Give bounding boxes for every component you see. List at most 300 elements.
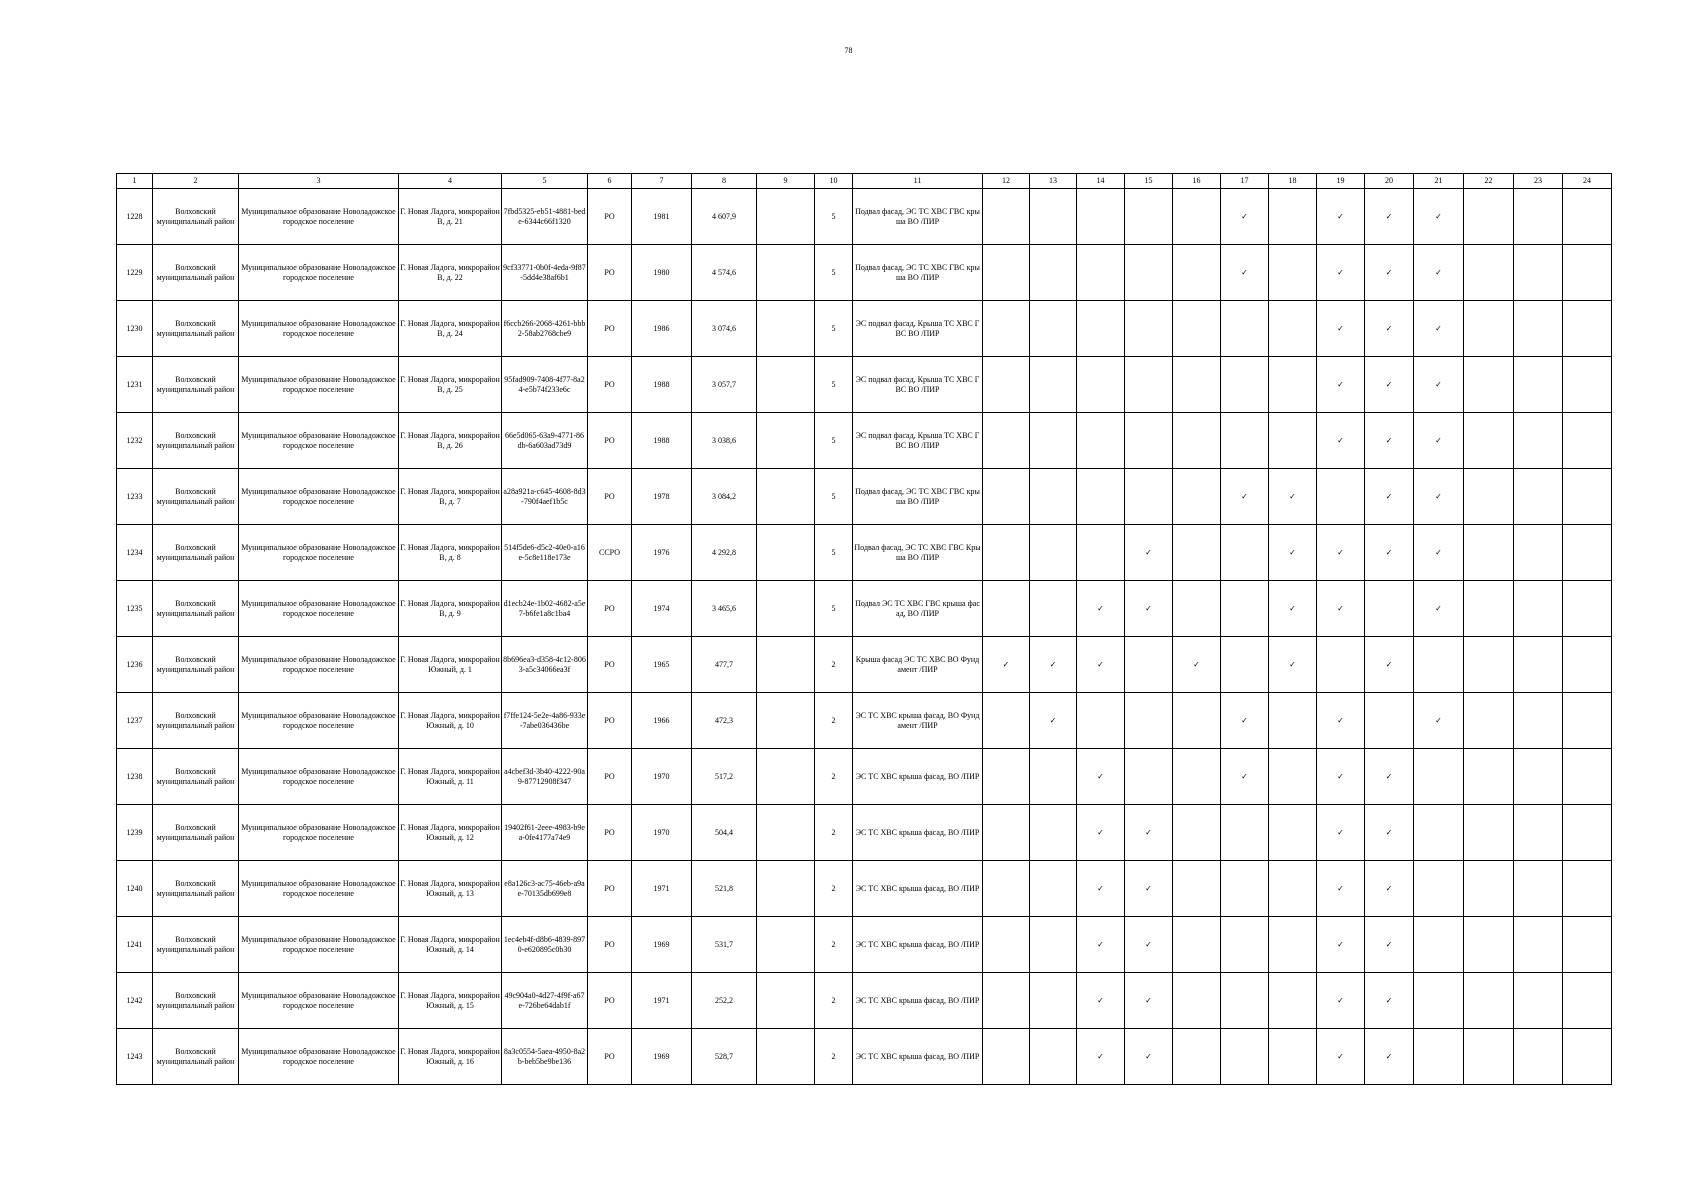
empty-cell-22 (1464, 1029, 1514, 1085)
guid-cell: 514f5de6-d5c2-40e0-a16e-5c8e118e173e (502, 525, 588, 581)
empty-cell-15 (1125, 301, 1173, 357)
empty-cell-9 (757, 637, 815, 693)
empty-cell-14 (1077, 469, 1125, 525)
empty-cell-9 (757, 525, 815, 581)
empty-cell-24 (1563, 861, 1612, 917)
row-number: 1239 (117, 805, 153, 861)
empty-cell-13 (1030, 973, 1077, 1029)
area-cell: 3 084,2 (692, 469, 757, 525)
check-mark-icon: ✓ (1269, 469, 1317, 525)
row-number: 1242 (117, 973, 153, 1029)
floors-cell: 2 (815, 1029, 853, 1085)
empty-cell-22 (1464, 749, 1514, 805)
check-mark-icon: ✓ (1125, 861, 1173, 917)
district-cell: Волховский муниципальный район (153, 245, 239, 301)
empty-cell-21 (1414, 973, 1464, 1029)
area-cell: 252,2 (692, 973, 757, 1029)
table-row (117, 357, 1612, 413)
type-cell: ССРО (588, 525, 632, 581)
empty-cell-18 (1269, 357, 1317, 413)
type-cell: РО (588, 637, 632, 693)
empty-cell-20 (1365, 693, 1414, 749)
check-mark-icon: ✓ (1269, 637, 1317, 693)
district-cell: Волховский муниципальный район (153, 749, 239, 805)
address-cell: Г. Новая Ладога, микрорайон Южный, д. 14 (399, 917, 502, 973)
empty-cell-12 (983, 973, 1030, 1029)
empty-cell-21 (1414, 805, 1464, 861)
district-cell: Волховский муниципальный район (153, 861, 239, 917)
empty-cell-15 (1125, 245, 1173, 301)
empty-cell-24 (1563, 189, 1612, 245)
guid-cell: 19402f61-2eee-4983-b9ea-0fe4177a74e9 (502, 805, 588, 861)
column-number-5: 5 (502, 174, 588, 189)
column-number-4: 4 (399, 174, 502, 189)
empty-cell-15 (1125, 469, 1173, 525)
area-cell: 3 465,6 (692, 581, 757, 637)
empty-cell-18 (1269, 245, 1317, 301)
empty-cell-13 (1030, 805, 1077, 861)
works-cell: Крыша фасад ЭС ТС ХВС ВО Фундамент /ПИР (853, 637, 983, 693)
table-row (117, 301, 1612, 357)
floors-cell: 5 (815, 469, 853, 525)
district-cell: Волховский муниципальный район (153, 189, 239, 245)
floors-cell: 2 (815, 917, 853, 973)
row-number: 1233 (117, 469, 153, 525)
empty-cell-13 (1030, 1029, 1077, 1085)
type-cell: РО (588, 693, 632, 749)
empty-cell-16 (1173, 861, 1221, 917)
works-cell: Подвал фасад, ЭС ТС ХВС ГВС крыша ВО /ПИР (853, 189, 983, 245)
column-number-15: 15 (1125, 174, 1173, 189)
check-mark-icon: ✓ (1077, 637, 1125, 693)
year-cell: 1978 (632, 469, 692, 525)
type-cell: РО (588, 749, 632, 805)
column-number-11: 11 (853, 174, 983, 189)
year-cell: 1988 (632, 357, 692, 413)
row-number: 1237 (117, 693, 153, 749)
municipality-cell: Муниципальное образование Новоладожское городское поселение (239, 581, 399, 637)
district-cell: Волховский муниципальный район (153, 525, 239, 581)
empty-cell-21 (1414, 861, 1464, 917)
check-mark-icon: ✓ (1414, 693, 1464, 749)
type-cell: РО (588, 301, 632, 357)
municipality-cell: Муниципальное образование Новоладожское городское поселение (239, 469, 399, 525)
year-cell: 1976 (632, 525, 692, 581)
district-cell: Волховский муниципальный район (153, 693, 239, 749)
empty-cell-16 (1173, 749, 1221, 805)
floors-cell: 2 (815, 805, 853, 861)
empty-cell-15 (1125, 637, 1173, 693)
table-row (117, 693, 1612, 749)
empty-cell-18 (1269, 749, 1317, 805)
empty-cell-19 (1317, 637, 1365, 693)
check-mark-icon: ✓ (1317, 917, 1365, 973)
floors-cell: 2 (815, 693, 853, 749)
column-number-19: 19 (1317, 174, 1365, 189)
empty-cell-16 (1173, 693, 1221, 749)
area-cell: 3 038,6 (692, 413, 757, 469)
check-mark-icon: ✓ (1365, 861, 1414, 917)
check-mark-icon: ✓ (1414, 469, 1464, 525)
floors-cell: 5 (815, 189, 853, 245)
check-mark-icon: ✓ (1269, 581, 1317, 637)
year-cell: 1965 (632, 637, 692, 693)
check-mark-icon: ✓ (1030, 693, 1077, 749)
check-mark-icon: ✓ (1414, 581, 1464, 637)
table-row (117, 805, 1612, 861)
floors-cell: 5 (815, 581, 853, 637)
guid-cell: a4cbef3d-3b40-4222-90a9-87712908f347 (502, 749, 588, 805)
check-mark-icon: ✓ (1414, 301, 1464, 357)
address-cell: Г. Новая Ладога, микрорайон В, д. 26 (399, 413, 502, 469)
page-number: 78 (844, 46, 853, 55)
empty-cell-23 (1514, 189, 1563, 245)
check-mark-icon: ✓ (1317, 189, 1365, 245)
floors-cell: 2 (815, 749, 853, 805)
works-cell: ЭС ТС ХВС крыша фасад, ВО /ПИР (853, 917, 983, 973)
guid-cell: f6ccb266-2068-4261-bbb2-58ab2768cbe9 (502, 301, 588, 357)
empty-cell-21 (1414, 749, 1464, 805)
empty-cell-17 (1221, 413, 1269, 469)
column-number-17: 17 (1221, 174, 1269, 189)
check-mark-icon: ✓ (1317, 301, 1365, 357)
check-mark-icon: ✓ (1365, 525, 1414, 581)
empty-cell-9 (757, 973, 815, 1029)
row-number: 1232 (117, 413, 153, 469)
municipality-cell: Муниципальное образование Новоладожское городское поселение (239, 301, 399, 357)
empty-cell-12 (983, 357, 1030, 413)
empty-cell-22 (1464, 189, 1514, 245)
check-mark-icon: ✓ (1030, 637, 1077, 693)
check-mark-icon: ✓ (1221, 469, 1269, 525)
empty-cell-16 (1173, 189, 1221, 245)
address-cell: Г. Новая Ладога, микрорайон Южный, д. 12 (399, 805, 502, 861)
empty-cell-14 (1077, 357, 1125, 413)
check-mark-icon: ✓ (1125, 805, 1173, 861)
guid-cell: a28a921a-c645-4608-8d3-790f4aef1b5c (502, 469, 588, 525)
check-mark-icon: ✓ (1221, 245, 1269, 301)
check-mark-icon: ✓ (1125, 525, 1173, 581)
check-mark-icon: ✓ (1317, 525, 1365, 581)
empty-cell-15 (1125, 693, 1173, 749)
empty-cell-16 (1173, 357, 1221, 413)
empty-cell-13 (1030, 189, 1077, 245)
floors-cell: 2 (815, 973, 853, 1029)
year-cell: 1981 (632, 189, 692, 245)
check-mark-icon: ✓ (1125, 581, 1173, 637)
type-cell: РО (588, 357, 632, 413)
check-mark-icon: ✓ (1077, 581, 1125, 637)
floors-cell: 5 (815, 525, 853, 581)
empty-cell-22 (1464, 469, 1514, 525)
table-row (117, 637, 1612, 693)
type-cell: РО (588, 805, 632, 861)
check-mark-icon: ✓ (1077, 861, 1125, 917)
works-cell: ЭС ТС ХВС крыша фасад, ВО /ПИР (853, 749, 983, 805)
check-mark-icon: ✓ (1365, 413, 1414, 469)
check-mark-icon: ✓ (1221, 189, 1269, 245)
empty-cell-20 (1365, 581, 1414, 637)
empty-cell-13 (1030, 861, 1077, 917)
type-cell: РО (588, 245, 632, 301)
floors-cell: 2 (815, 861, 853, 917)
empty-cell-9 (757, 189, 815, 245)
table-row (117, 469, 1612, 525)
check-mark-icon: ✓ (1365, 917, 1414, 973)
check-mark-icon: ✓ (1414, 413, 1464, 469)
check-mark-icon: ✓ (1365, 973, 1414, 1029)
check-mark-icon: ✓ (1317, 357, 1365, 413)
empty-cell-13 (1030, 469, 1077, 525)
address-cell: Г. Новая Ладога, микрорайон Южный, д. 15 (399, 973, 502, 1029)
check-mark-icon: ✓ (1365, 637, 1414, 693)
column-number-12: 12 (983, 174, 1030, 189)
year-cell: 1966 (632, 693, 692, 749)
table-row (117, 189, 1612, 245)
empty-cell-23 (1514, 581, 1563, 637)
empty-cell-24 (1563, 917, 1612, 973)
empty-cell-17 (1221, 805, 1269, 861)
table-row (117, 245, 1612, 301)
check-mark-icon: ✓ (1317, 749, 1365, 805)
district-cell: Волховский муниципальный район (153, 973, 239, 1029)
works-cell: ЭС подвал фасад, Крыша ТС ХВС ГВС ВО /ПИР (853, 357, 983, 413)
empty-cell-15 (1125, 357, 1173, 413)
floors-cell: 5 (815, 357, 853, 413)
empty-cell-15 (1125, 749, 1173, 805)
district-cell: Волховский муниципальный район (153, 469, 239, 525)
empty-cell-21 (1414, 637, 1464, 693)
year-cell: 1970 (632, 805, 692, 861)
empty-cell-22 (1464, 413, 1514, 469)
municipality-cell: Муниципальное образование Новоладожское городское поселение (239, 749, 399, 805)
municipality-cell: Муниципальное образование Новоладожское городское поселение (239, 189, 399, 245)
column-number-6: 6 (588, 174, 632, 189)
empty-cell-9 (757, 581, 815, 637)
year-cell: 1988 (632, 413, 692, 469)
empty-cell-16 (1173, 469, 1221, 525)
municipality-cell: Муниципальное образование Новоладожское городское поселение (239, 525, 399, 581)
check-mark-icon: ✓ (1077, 805, 1125, 861)
empty-cell-17 (1221, 917, 1269, 973)
year-cell: 1980 (632, 245, 692, 301)
check-mark-icon: ✓ (1317, 581, 1365, 637)
check-mark-icon: ✓ (1125, 917, 1173, 973)
empty-cell-24 (1563, 357, 1612, 413)
empty-cell-14 (1077, 693, 1125, 749)
column-number-2: 2 (153, 174, 239, 189)
area-cell: 531,7 (692, 917, 757, 973)
check-mark-icon: ✓ (1125, 1029, 1173, 1085)
district-cell: Волховский муниципальный район (153, 805, 239, 861)
municipality-cell: Муниципальное образование Новоладожское городское поселение (239, 1029, 399, 1085)
row-number: 1236 (117, 637, 153, 693)
empty-cell-13 (1030, 749, 1077, 805)
works-cell: ЭС ТС ХВС крыша фасад, ВО /ПИР (853, 973, 983, 1029)
empty-cell-24 (1563, 805, 1612, 861)
check-mark-icon: ✓ (1317, 973, 1365, 1029)
guid-cell: 1ec4eb4f-d8b6-4839-8970-e620895c0b30 (502, 917, 588, 973)
empty-cell-13 (1030, 581, 1077, 637)
check-mark-icon: ✓ (1365, 189, 1414, 245)
empty-cell-23 (1514, 917, 1563, 973)
address-cell: Г. Новая Ладога, микрорайон В, д. 21 (399, 189, 502, 245)
check-mark-icon: ✓ (1317, 1029, 1365, 1085)
column-number-8: 8 (692, 174, 757, 189)
empty-cell-24 (1563, 637, 1612, 693)
municipality-cell: Муниципальное образование Новоладожское городское поселение (239, 693, 399, 749)
empty-cell-18 (1269, 413, 1317, 469)
column-number-9: 9 (757, 174, 815, 189)
empty-cell-14 (1077, 525, 1125, 581)
empty-cell-23 (1514, 749, 1563, 805)
empty-cell-9 (757, 301, 815, 357)
empty-cell-23 (1514, 245, 1563, 301)
row-number: 1229 (117, 245, 153, 301)
check-mark-icon: ✓ (1365, 301, 1414, 357)
empty-cell-16 (1173, 1029, 1221, 1085)
works-cell: ЭС ТС ХВС крыша фасад, ВО /ПИР (853, 805, 983, 861)
year-cell: 1971 (632, 973, 692, 1029)
column-number-14: 14 (1077, 174, 1125, 189)
table-row (117, 525, 1612, 581)
empty-cell-22 (1464, 917, 1514, 973)
check-mark-icon: ✓ (983, 637, 1030, 693)
area-cell: 521,8 (692, 861, 757, 917)
column-number-20: 20 (1365, 174, 1414, 189)
empty-cell-13 (1030, 413, 1077, 469)
guid-cell: f7ffe124-5e2e-4a86-933e-7abe036436be (502, 693, 588, 749)
empty-cell-23 (1514, 357, 1563, 413)
check-mark-icon: ✓ (1077, 973, 1125, 1029)
empty-cell-9 (757, 749, 815, 805)
empty-cell-18 (1269, 861, 1317, 917)
empty-cell-22 (1464, 245, 1514, 301)
type-cell: РО (588, 973, 632, 1029)
empty-cell-13 (1030, 301, 1077, 357)
year-cell: 1970 (632, 749, 692, 805)
column-number-row (117, 174, 1612, 189)
empty-cell-12 (983, 861, 1030, 917)
column-number-21: 21 (1414, 174, 1464, 189)
year-cell: 1974 (632, 581, 692, 637)
check-mark-icon: ✓ (1365, 1029, 1414, 1085)
empty-cell-14 (1077, 189, 1125, 245)
empty-cell-9 (757, 1029, 815, 1085)
column-number-24: 24 (1563, 174, 1612, 189)
municipality-cell: Муниципальное образование Новоладожское городское поселение (239, 357, 399, 413)
municipality-cell: Муниципальное образование Новоладожское городское поселение (239, 917, 399, 973)
year-cell: 1986 (632, 301, 692, 357)
empty-cell-18 (1269, 189, 1317, 245)
check-mark-icon: ✓ (1414, 189, 1464, 245)
empty-cell-22 (1464, 861, 1514, 917)
district-cell: Волховский муниципальный район (153, 1029, 239, 1085)
guid-cell: 7fbd5325-eb51-4881-bede-6344c66f1320 (502, 189, 588, 245)
table-row (117, 973, 1612, 1029)
empty-cell-23 (1514, 1029, 1563, 1085)
empty-cell-23 (1514, 469, 1563, 525)
check-mark-icon: ✓ (1125, 973, 1173, 1029)
empty-cell-14 (1077, 245, 1125, 301)
empty-cell-12 (983, 469, 1030, 525)
empty-cell-12 (983, 1029, 1030, 1085)
empty-cell-21 (1414, 917, 1464, 973)
empty-cell-12 (983, 525, 1030, 581)
area-cell: 477,7 (692, 637, 757, 693)
table-row (117, 1029, 1612, 1085)
type-cell: РО (588, 1029, 632, 1085)
table-row (117, 749, 1612, 805)
empty-cell-24 (1563, 413, 1612, 469)
empty-cell-18 (1269, 805, 1317, 861)
works-cell: Подвал фасад, ЭС ТС ХВС ГВС крыша ВО /ПИР (853, 245, 983, 301)
empty-cell-24 (1563, 525, 1612, 581)
empty-cell-23 (1514, 861, 1563, 917)
check-mark-icon: ✓ (1077, 1029, 1125, 1085)
type-cell: РО (588, 861, 632, 917)
empty-cell-18 (1269, 693, 1317, 749)
address-cell: Г. Новая Ладога, микрорайон Южный, д. 16 (399, 1029, 502, 1085)
floors-cell: 5 (815, 413, 853, 469)
guid-cell: e8a126c3-ac75-46eb-a9ae-70135db699e8 (502, 861, 588, 917)
empty-cell-24 (1563, 469, 1612, 525)
empty-cell-22 (1464, 525, 1514, 581)
floors-cell: 5 (815, 301, 853, 357)
address-cell: Г. Новая Ладога, микрорайон Южный, д. 1 (399, 637, 502, 693)
empty-cell-14 (1077, 301, 1125, 357)
check-mark-icon: ✓ (1414, 245, 1464, 301)
check-mark-icon: ✓ (1365, 245, 1414, 301)
empty-cell-13 (1030, 917, 1077, 973)
empty-cell-24 (1563, 1029, 1612, 1085)
empty-cell-9 (757, 245, 815, 301)
address-cell: Г. Новая Ладога, микрорайон В, д. 25 (399, 357, 502, 413)
check-mark-icon: ✓ (1077, 749, 1125, 805)
column-number-7: 7 (632, 174, 692, 189)
empty-cell-19 (1317, 469, 1365, 525)
check-mark-icon: ✓ (1365, 805, 1414, 861)
empty-cell-18 (1269, 973, 1317, 1029)
empty-cell-16 (1173, 973, 1221, 1029)
address-cell: Г. Новая Ладога, микрорайон В, д. 7 (399, 469, 502, 525)
empty-cell-9 (757, 413, 815, 469)
empty-cell-13 (1030, 245, 1077, 301)
empty-cell-24 (1563, 693, 1612, 749)
empty-cell-16 (1173, 917, 1221, 973)
empty-cell-18 (1269, 1029, 1317, 1085)
type-cell: РО (588, 413, 632, 469)
empty-cell-13 (1030, 357, 1077, 413)
municipality-cell: Муниципальное образование Новоладожское городское поселение (239, 805, 399, 861)
guid-cell: 66e5d065-63a9-4771-86db-6a603ad73d9 (502, 413, 588, 469)
check-mark-icon: ✓ (1077, 917, 1125, 973)
address-cell: Г. Новая Ладога, микрорайон В, д. 24 (399, 301, 502, 357)
empty-cell-23 (1514, 693, 1563, 749)
check-mark-icon: ✓ (1365, 357, 1414, 413)
empty-cell-24 (1563, 245, 1612, 301)
area-cell: 3 057,7 (692, 357, 757, 413)
district-cell: Волховский муниципальный район (153, 637, 239, 693)
address-cell: Г. Новая Ладога, микрорайон Южный, д. 11 (399, 749, 502, 805)
check-mark-icon: ✓ (1317, 245, 1365, 301)
empty-cell-22 (1464, 973, 1514, 1029)
column-number-18: 18 (1269, 174, 1317, 189)
area-cell: 472,3 (692, 693, 757, 749)
check-mark-icon: ✓ (1414, 357, 1464, 413)
year-cell: 1969 (632, 917, 692, 973)
works-cell: Подвал фасад, ЭС ТС ХВС ГВС крыша ВО /ПИР (853, 469, 983, 525)
